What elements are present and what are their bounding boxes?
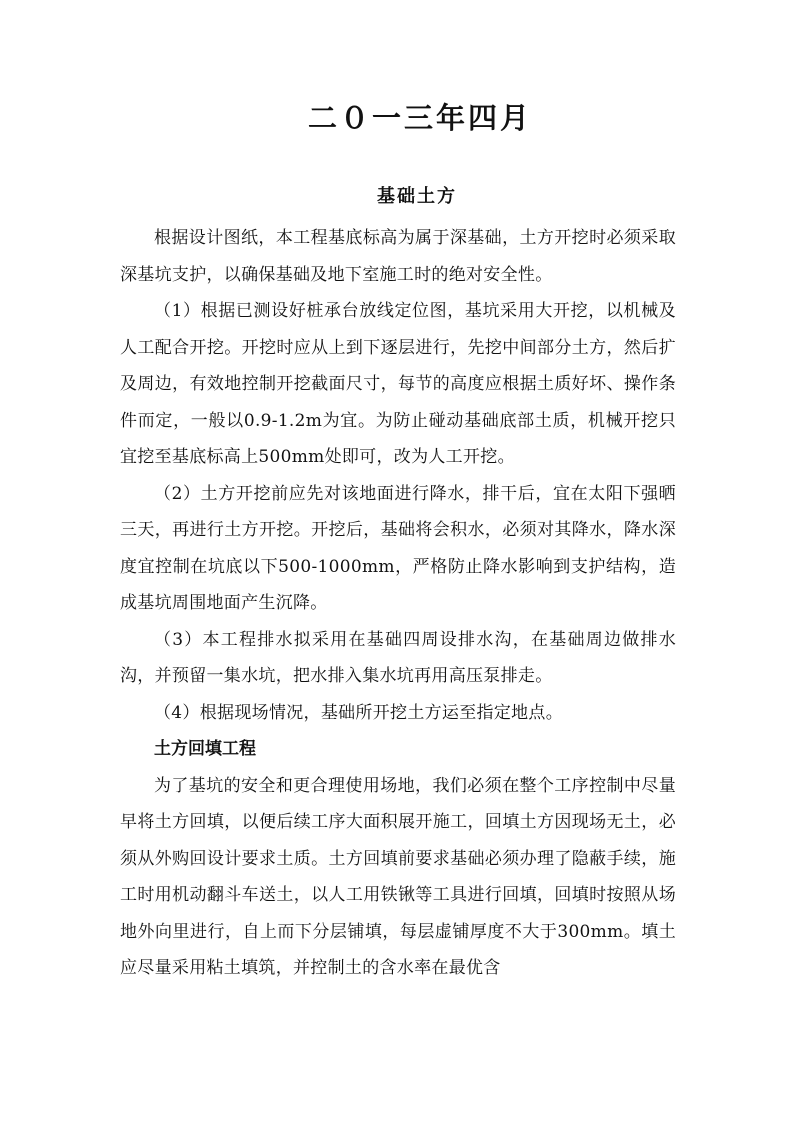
date-title: 二０一三年四月 (307, 101, 532, 135)
paragraph-backfill: 为了基坑的安全和更合理使用场地，我们必须在整个工序控制中尽量早将土方回填，以便后续工序大面积展开施工，回填土方因现场无土，必须从外购回设计要求土质。土方回填前要求基础必须办理了隐蔽手续，施工时用机动翻斗车送土，以人工用铁锹等工具进行回填，回填时按照从场地外向里进行，自上而下分层铺填，每层虚铺厚度不大于300mm。填土应尽量采用粘土填筑，并控制土的含水率在最优含 (120, 775, 676, 978)
paragraph-intro: 根据设计图纸，本工程基底标高为属于深基础，土方开挖时必须采取深基坑支护，以确保基础及地下室施工时的绝对安全性。 (120, 228, 676, 285)
paragraph-item-3: （3）本工程排水拟采用在基础四周设排水沟，在基础周边做排水沟，并预留一集水坑，把水排入集水坑再用高压泵排走。 (120, 629, 676, 686)
section-heading-backfill: 土方回填工程 (154, 739, 256, 759)
section-heading-foundation-earthwork: 基础土方 (377, 186, 457, 207)
paragraph-item-1: （1）根据已测设好桩承台放线定位图，基坑采用大开挖，以机械及人工配合开挖。开挖时应从上到下逐层进行，先挖中间部分土方，然后扩及周边，有效地控制开挖截面尺寸，每节的高度应根据土质好坏、操作条件而定，一般以0.9-1.2m为宜。为防止碰动基础底部土质，机械开挖只宜挖至基底标高上500mm处即可，改为人工开挖。 (120, 301, 676, 467)
paragraph-item-4: （4）根据现场情况，基础所开挖土方运至指定地点。 (154, 702, 564, 723)
document-body (120, 220, 676, 987)
paragraph-item-2: （2）土方开挖前应先对该地面进行降水，排干后，宜在太阳下强晒三天，再进行土方开挖。开挖后，基础将会积水，必须对其降水，降水深度宜控制在坑底以下500-1000mm，严格防止降水影响到支护结构，造成基坑周围地面产生沉降。 (120, 483, 676, 613)
